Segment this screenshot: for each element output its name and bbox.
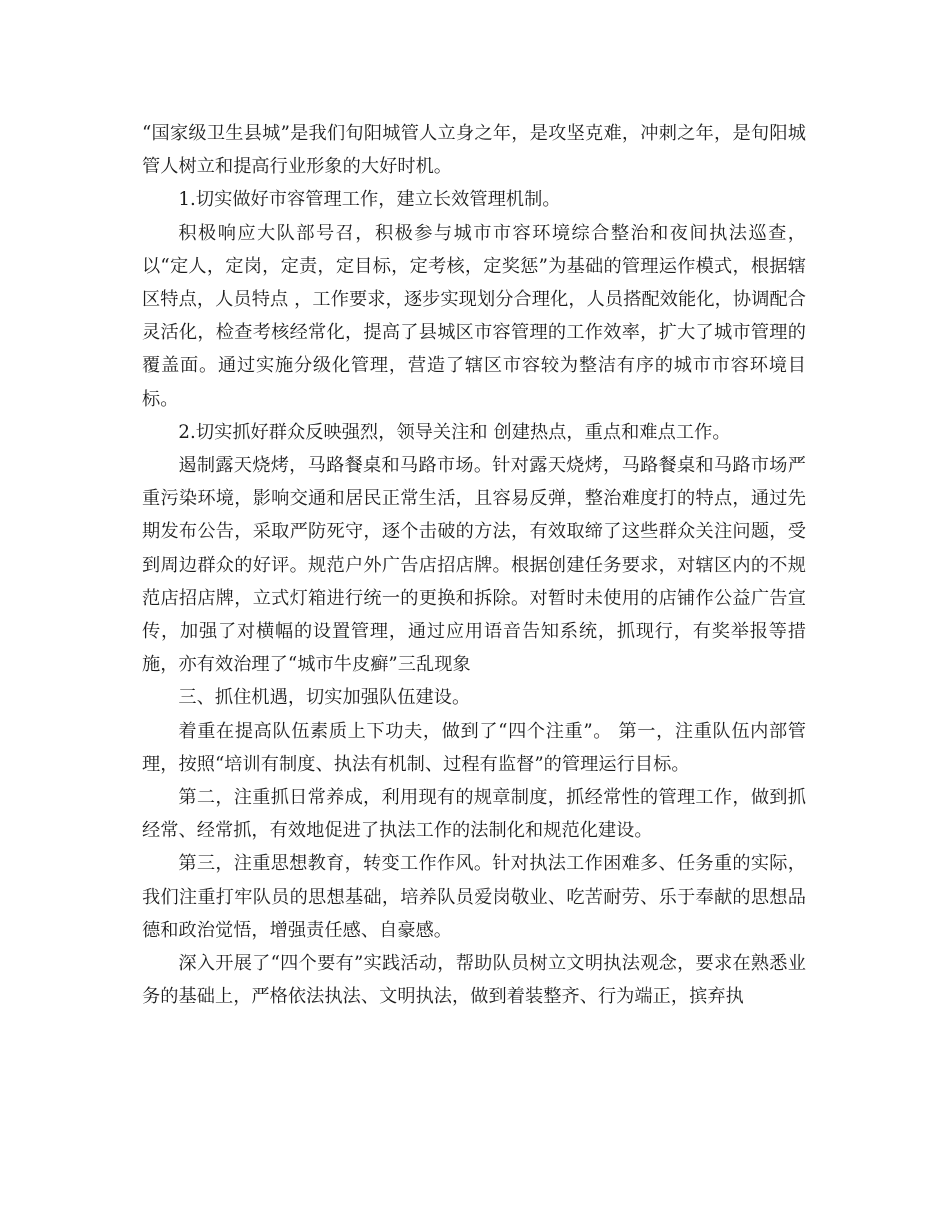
paragraph-8: 第二，注重抓日常养成，利用现有的规章制度，抓经常性的管理工作，做到抓经常、经常抓，有效地促进了执法工作的法制化和规范化建设。: [142, 787, 806, 842]
paragraph-10: 深入开展了“四个要有”实践活动，帮助队员树立文明执法观念，要求在熟悉业务的基础上，严格依法执法、文明执法，做到着装整齐、行为端正，摈弃执: [142, 953, 806, 1008]
document-body: [142, 117, 806, 1013]
paragraph-6: 三、抓住机遇，切实加强队伍建设。: [178, 687, 471, 709]
paragraph-1: “国家级卫生县城”是我们旬阳城管人立身之年，是攻坚克难，冲刺之年，是旬阳城管人树立和提高行业形象的大好时机。: [142, 123, 806, 178]
paragraph-9: 第三，注重思想教育，转变工作作风。针对执法工作困难多、任务重的实际，我们注重打牢队员的思想基础，培养队员爱岗敬业、吃苦耐劳、乐于奉献的思想品德和政治觉悟，增强责任感、自豪感。: [142, 853, 806, 941]
paragraph-4: 2.切实抓好群众反映强烈，领导关注和 创建热点，重点和难点工作。: [178, 421, 731, 443]
paragraph-5: 遏制露天烧烤，马路餐桌和马路市场。针对露天烧烤，马路餐桌和马路市场严重污染环境，影响交通和居民正常生活，且容易反弹，整治难度打的特点，通过先期发布公告，采取严防死守，逐个击破的方法，有效取缔了这些群众关注问题，受到周边群众的好评。规范户外广告店招店牌。根据创建任务要求，对辖区内的不规范店招店牌，立式灯箱进行统一的更换和拆除。对暂时未使用的店铺作公益广告宣传，加强了对横幅的设置管理，通过应用语音告知系统，抓现行，有奖举报等措施，亦有效治理了“城市牛皮癣”三乱现象: [142, 455, 806, 676]
paragraph-2: 1.切实做好市容管理工作，建立长效管理机制。: [178, 189, 561, 211]
paragraph-7: 着重在提高队伍素质上下功夫，做到了“四个注重”。 第一，注重队伍内部管理，按照“培训有制度、执法有机制、过程有监督”的管理运行目标。: [142, 720, 806, 775]
paragraph-3: 积极响应大队部号召，积极参与城市市容环境综合整治和夜间执法巡查，以“定人，定岗，定责，定目标，定考核，定奖惩”为基础的管理运作模式，根据辖区特点，人员特点 ，工作要求，逐步实现划分合理化，人员搭配效能化，协调配合灵活化，检查考核经常化，提高了县城区市容管理的工作效率，扩大了城市管理的覆盖面。通过实施分级化管理，营造了辖区市容较为整洁有序的城市市容环境目标。: [142, 222, 806, 410]
